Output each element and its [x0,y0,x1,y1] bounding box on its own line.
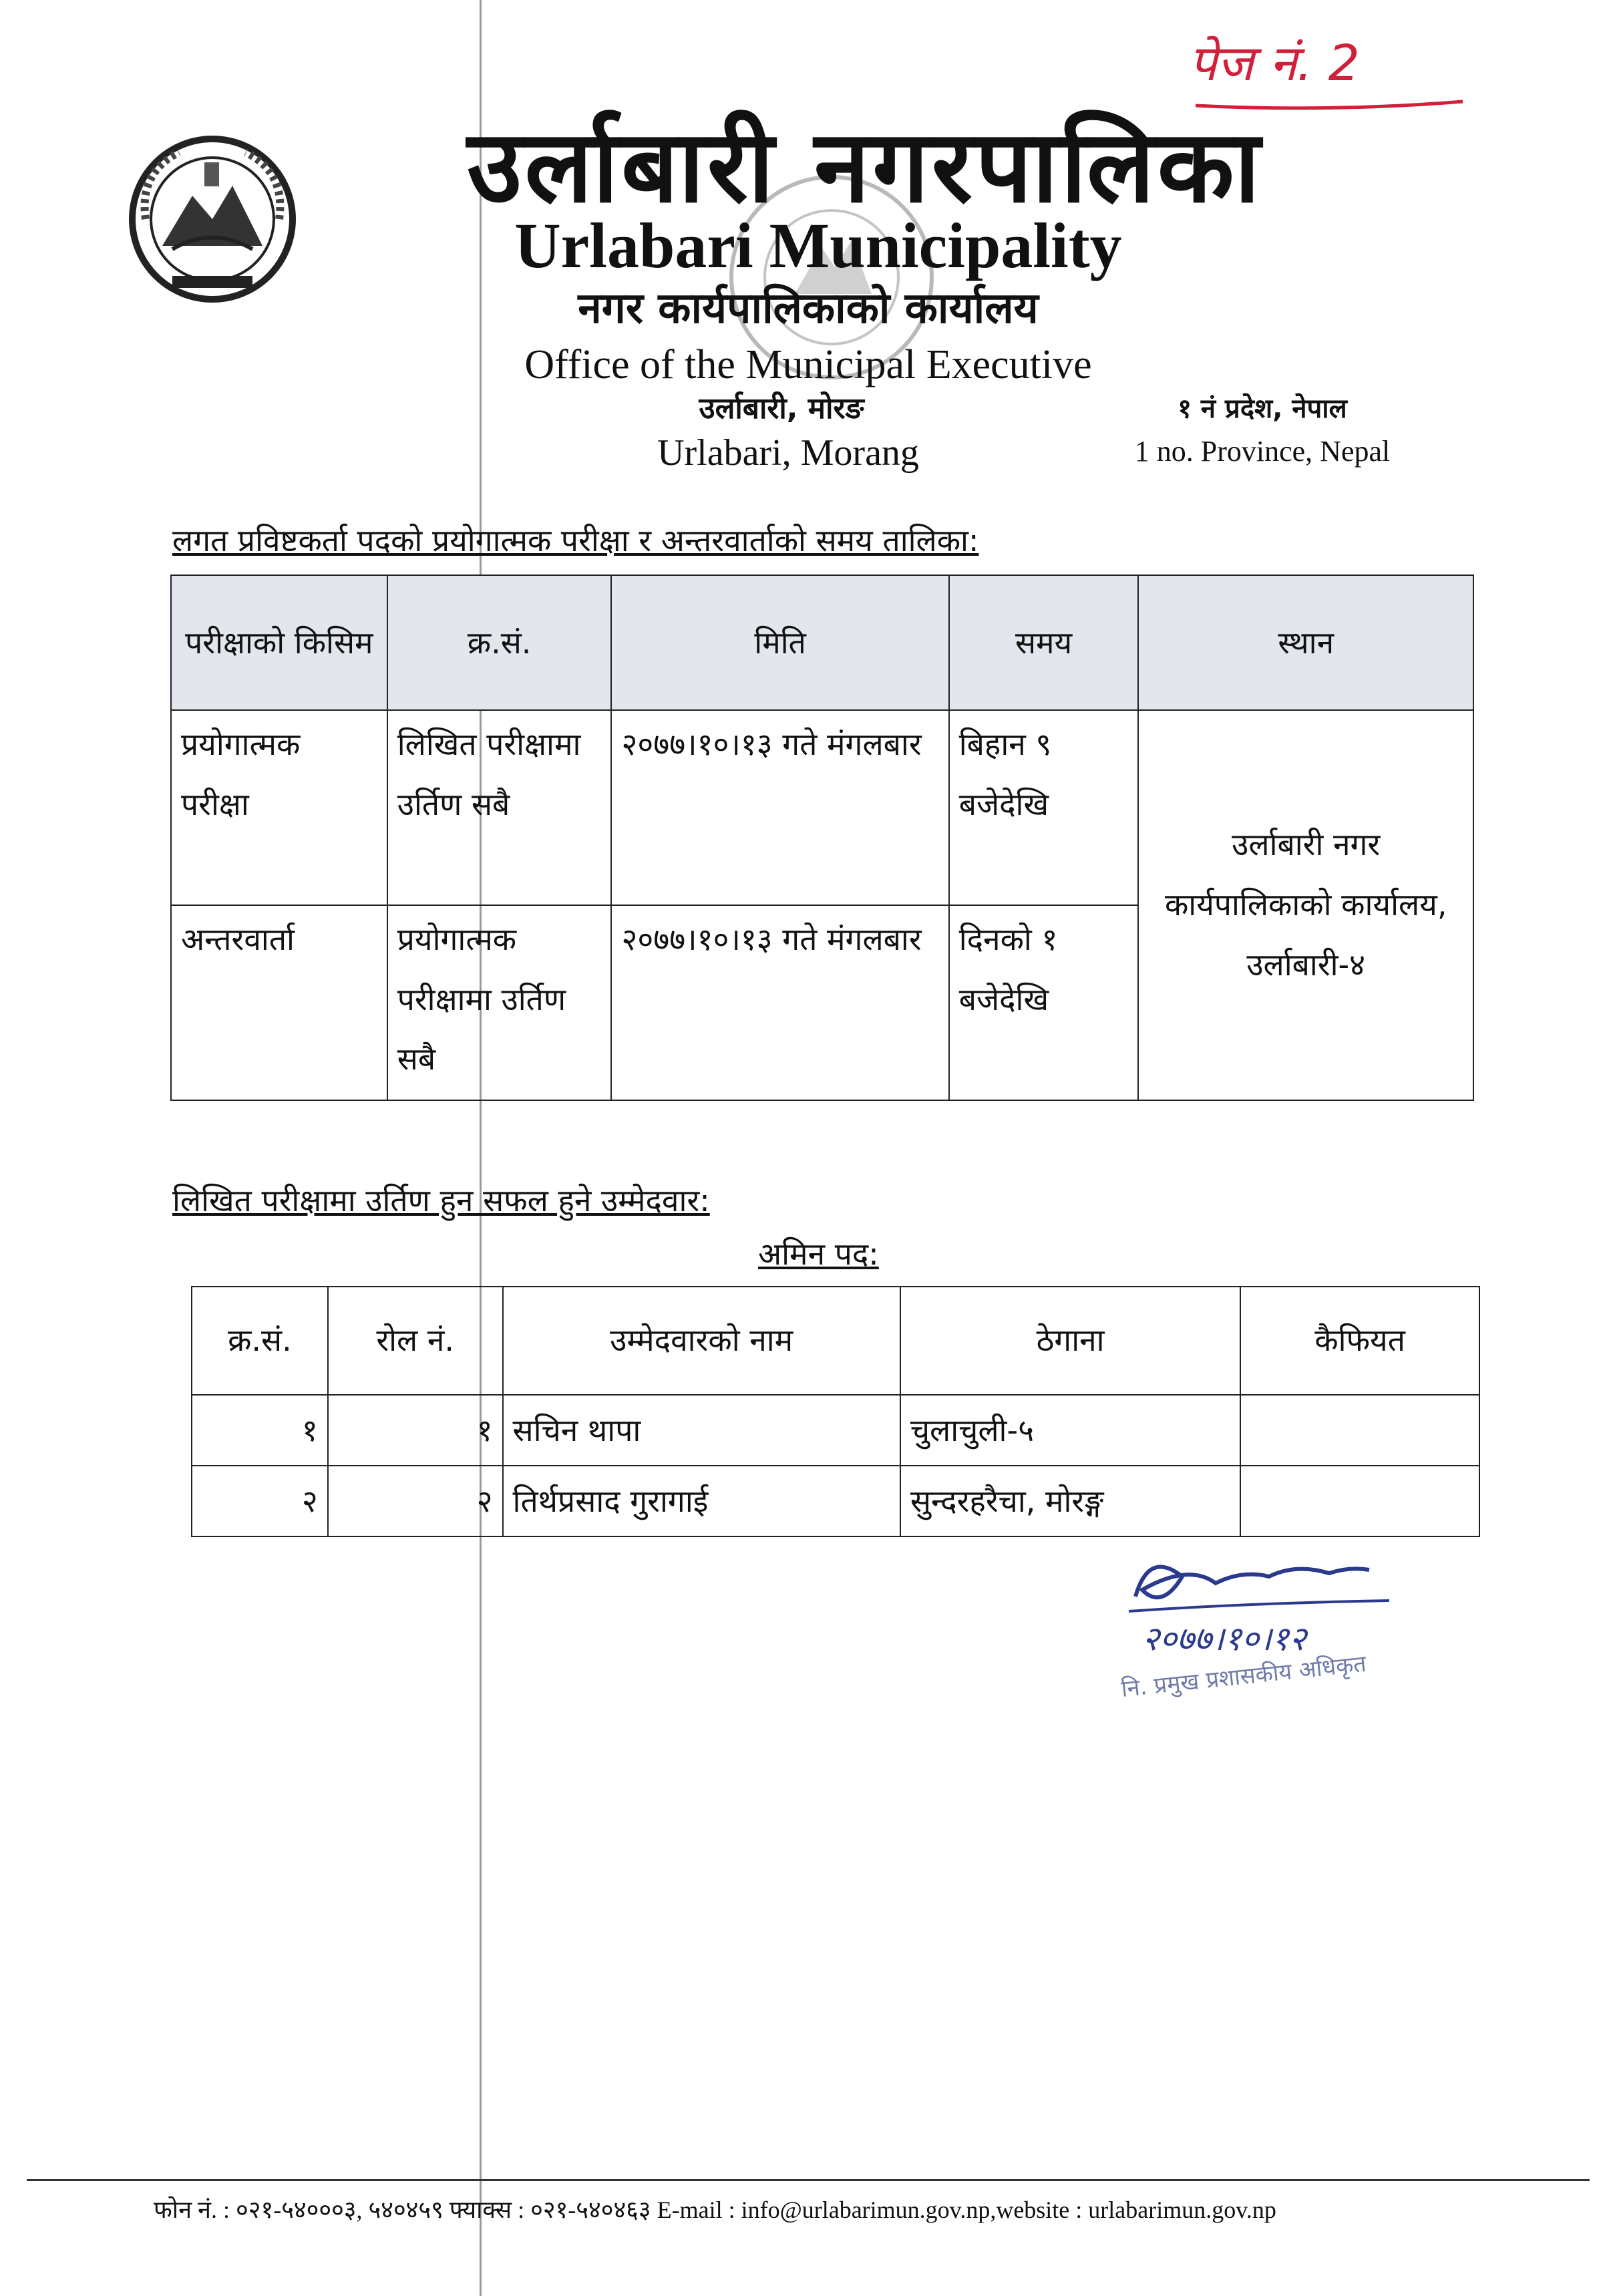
column-header: समय [949,575,1139,710]
address-cell: चुलाचुली-५ [900,1395,1240,1466]
footer-contact: फोन नं. : ०२१-५४०००३, ५४०४५९ फ्याक्स : ०२१-५४०४६३ E-mail : info@urlabarimun.gov.np,website : urlabarimun.gov.np [154,2196,1276,2223]
exam-type-cell: अन्तरवार्ता [171,905,387,1100]
column-header: स्थान [1138,575,1473,710]
signature-date: २०७७।१०।१२ [1142,1619,1306,1658]
remarks-cell [1240,1466,1479,1536]
remarks-cell [1240,1395,1479,1466]
schedule-heading: लगत प्रविष्टकर्ता पदको प्रयोगात्मक परीक्षा र अन्तरवार्ताको समय तालिका: [172,522,979,558]
time-cell: बिहान ९ बजेदेखि [949,710,1139,905]
column-header: ठेगाना [900,1287,1240,1395]
handwritten-signature [1135,1567,1369,1597]
candidates-heading: लिखित परीक्षामा उर्तिण हुन सफल हुने उम्मेदवार: [172,1182,710,1218]
schedule-header-row [171,575,1473,710]
province-english: 1 no. Province, Nepal [1134,435,1391,468]
column-header: परीक्षाको किसिम [171,575,387,710]
table-row [192,1395,1479,1466]
sn-cell: लिखित परीक्षामा उर्तिण सबै [387,710,612,905]
municipality-title-english: Urlabari Municipality [514,210,1122,281]
column-header: क्र.सं. [192,1287,328,1395]
nepal-emblem-logo [126,132,299,306]
name-cell: तिर्थप्रसाद गुरागाई [503,1466,900,1536]
column-header: क्र.सं. [387,575,612,710]
time-cell: दिनको १ बजेदेखि [949,905,1139,1100]
designation-stamp: नि. प्रमुख प्रशासकीय अधिकृत [1119,1650,1368,1703]
name-cell: सचिन थापा [503,1395,900,1466]
sn-cell: प्रयोगात्मक परीक्षामा उर्तिण सबै [387,905,612,1100]
exam-type-cell: प्रयोगात्मक परीक्षा [171,710,387,905]
page-note-text: पेज नं. 2 [1189,35,1360,92]
signature-block [1109,1536,1483,1750]
post-subheading: अमिन पद: [758,1236,879,1272]
column-header: रोल नं. [328,1287,503,1395]
table-row [192,1466,1479,1536]
column-header: उम्मेदवारको नाम [503,1287,900,1395]
sn-cell: २ [192,1466,328,1536]
office-title-english: Office of the Municipal Executive [524,342,1092,387]
date-cell: २०७७।१०।१३ गते मंगलबार [611,710,948,905]
candidates-header-row [192,1287,1479,1395]
candidates-table [191,1286,1480,1537]
office-title-nepali: नगर कार्यपालिकाको कार्यालय [578,284,1039,333]
date-cell: २०७७।१०।१३ गते मंगलबार [611,905,948,1100]
roll-cell: २ [328,1466,503,1536]
province-nepali: १ नं प्रदेश, नेपाल [1178,393,1347,424]
address-english: Urlabari, Morang [657,432,919,474]
address-nepali: उर्लाबारी, मोरङ [699,391,864,426]
sn-cell: १ [192,1395,328,1466]
venue-cell: उर्लाबारी नगर कार्यपालिकाको कार्यालय, उर्लाबारी-४ [1138,710,1473,1100]
column-header: मिति [611,575,948,710]
column-header: कैफियत [1240,1287,1479,1395]
footer-divider [27,2179,1590,2181]
table-row [171,710,1473,905]
municipality-title-nepali: उर्लाबारी नगरपालिका [467,109,1263,225]
roll-cell: १ [328,1395,503,1466]
address-cell: सुन्दरहरैचा, मोरङ्ग [900,1466,1240,1536]
schedule-table [170,575,1474,1101]
